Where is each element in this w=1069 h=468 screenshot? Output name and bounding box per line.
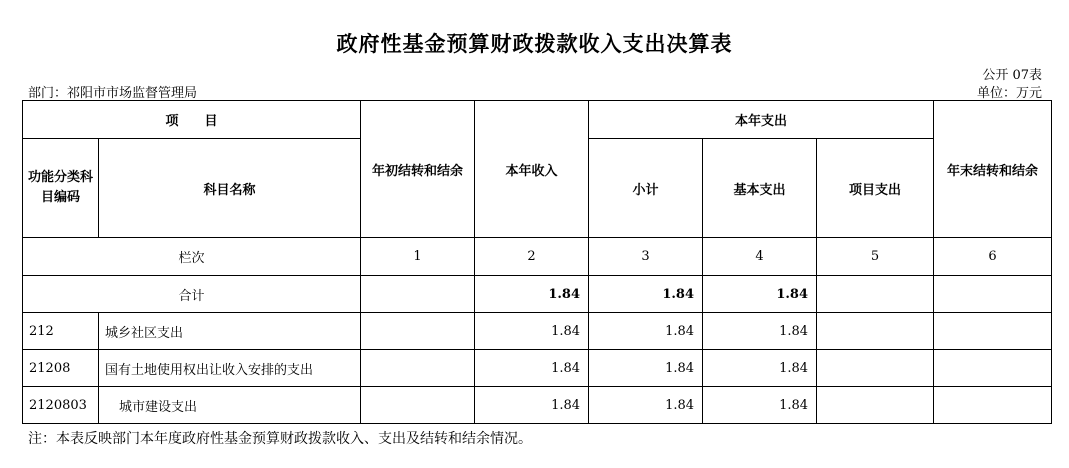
total-income: 1.84 — [475, 276, 589, 313]
column-number-row — [23, 238, 1052, 276]
row-carryover-end — [934, 387, 1052, 424]
column-number-6: 6 — [934, 238, 1052, 276]
column-number-2: 2 — [475, 238, 589, 276]
row-carryover-begin — [361, 313, 475, 350]
header-expense-group: 本年支出 — [589, 101, 934, 139]
row-subtotal: 1.84 — [589, 387, 703, 424]
row-code: 212 — [23, 313, 99, 350]
header-function-code: 功能分类科目编码 — [23, 139, 99, 238]
footnote: 注：本表反映部门本年度政府性基金预算财政拨款收入、支出及结转和结余情况。 — [28, 431, 532, 447]
budget-table — [22, 100, 1052, 424]
table-row — [23, 350, 1052, 387]
row-carryover-begin — [361, 387, 475, 424]
column-number-1: 1 — [361, 238, 475, 276]
form-code: 公开 07表 — [982, 68, 1042, 83]
header-carryover-begin: 年初结转和结余 — [361, 101, 475, 238]
row-subtotal: 1.84 — [589, 350, 703, 387]
row-project — [817, 350, 934, 387]
row-name: 城乡社区支出 — [99, 313, 361, 350]
row-carryover-end — [934, 313, 1052, 350]
total-basic: 1.84 — [703, 276, 817, 313]
column-number-5: 5 — [817, 238, 934, 276]
header-row-1 — [23, 101, 1052, 139]
header-carryover-end: 年末结转和结余 — [934, 101, 1052, 238]
row-income: 1.84 — [475, 313, 589, 350]
row-subtotal: 1.84 — [589, 313, 703, 350]
row-income: 1.84 — [475, 387, 589, 424]
row-project — [817, 387, 934, 424]
total-project — [817, 276, 934, 313]
table-row — [23, 387, 1052, 424]
row-project — [817, 313, 934, 350]
header-subtotal: 小计 — [589, 139, 703, 238]
header-subject-name: 科目名称 — [99, 139, 361, 238]
table-row — [23, 313, 1052, 350]
header-item: 项 目 — [23, 101, 361, 139]
page-title: 政府性基金预算财政拨款收入支出决算表 — [336, 31, 733, 56]
header-project: 项目支出 — [817, 139, 934, 238]
row-carryover-end — [934, 350, 1052, 387]
row-code: 21208 — [23, 350, 99, 387]
row-basic: 1.84 — [703, 387, 817, 424]
column-number-4: 4 — [703, 238, 817, 276]
total-row — [23, 276, 1052, 313]
header-income: 本年收入 — [475, 101, 589, 238]
unit-label: 单位：万元 — [976, 86, 1042, 101]
row-name: 国有土地使用权出让收入安排的支出 — [99, 350, 361, 387]
row-code: 2120803 — [23, 387, 99, 424]
header-basic: 基本支出 — [703, 139, 817, 238]
total-label: 合计 — [23, 276, 361, 313]
row-income: 1.84 — [475, 350, 589, 387]
row-carryover-begin — [361, 350, 475, 387]
column-number-3: 3 — [589, 238, 703, 276]
total-carryover-begin — [361, 276, 475, 313]
row-basic: 1.84 — [703, 313, 817, 350]
department-label: 部门：祁阳市市场监督管理局 — [28, 86, 198, 101]
column-number-label: 栏次 — [23, 238, 361, 276]
row-name: 城市建设支出 — [99, 387, 361, 424]
row-basic: 1.84 — [703, 350, 817, 387]
total-carryover-end — [934, 276, 1052, 313]
total-subtotal: 1.84 — [589, 276, 703, 313]
